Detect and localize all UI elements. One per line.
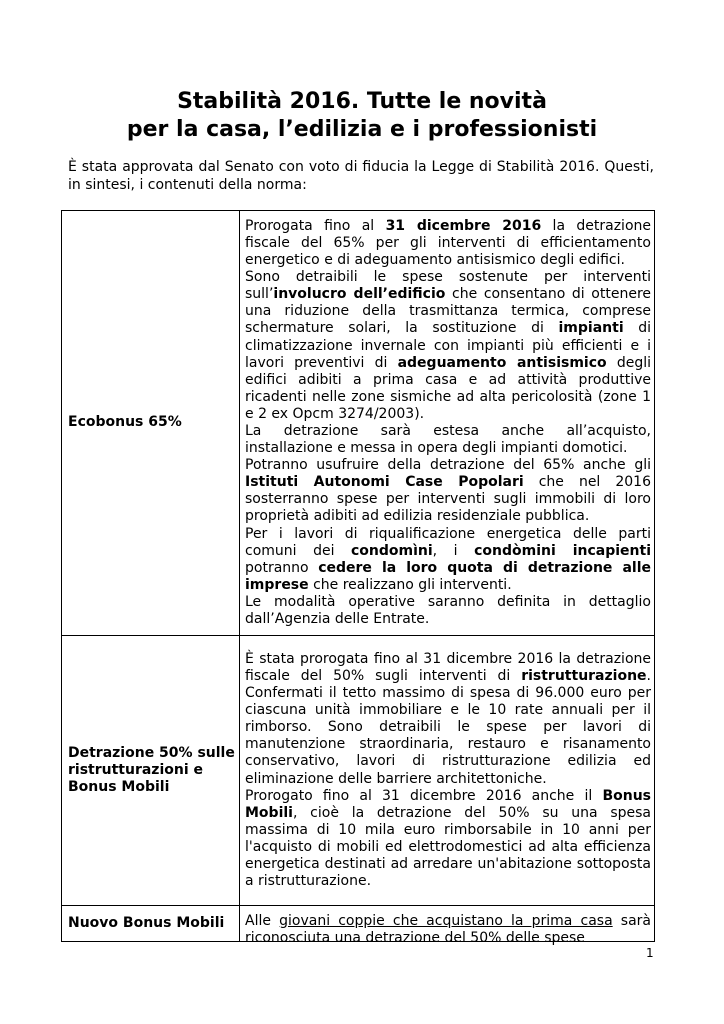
summary-table xyxy=(61,210,655,946)
cell-paragraph xyxy=(245,913,651,947)
document-title xyxy=(0,88,724,144)
text-run: degli edifici adibiti a prima casa e ad attività produttive ricadenti nelle zone sismiche ad alta pericolosità (zone 1 e 2 ex Opcm 3274/2003). xyxy=(245,354,651,422)
text-run: che nel 2016 sosterranno spese per interventi sugli immobili di loro proprietà adibiti ad edilizia residenziale pubblica. xyxy=(245,474,651,525)
cell-paragraph xyxy=(245,269,651,423)
bold-text: impianti xyxy=(558,320,624,337)
text-run: la detrazione fiscale del 65% per gli interventi di efficientamento energetico e di adeguamento antisismico degli edifici. xyxy=(245,217,651,269)
bold-text: condomìni xyxy=(350,542,433,559)
row-content-clip xyxy=(245,912,651,946)
row-content xyxy=(240,636,655,906)
text-run: potranno xyxy=(245,559,319,576)
bold-text: Istituti Autonomi Case Popolari xyxy=(245,474,524,491)
bold-text: Bonus Mobili xyxy=(245,787,651,821)
cell-paragraph xyxy=(245,651,651,788)
text-run: . Confermati il tetto massimo di spesa di 96.000 euro per ciascuna unità immobiliare e le 10 rate annuali per il rimborso. Sono detraibili le spese per lavori di manutenzione straordinaria, restauro e risanamento conservativo, lavori di ristrutturazione edilizia ed eliminazione delle barriere architettoniche. xyxy=(245,667,651,787)
text-run: Prorogato fino al 31 dicembre 2016 anche il xyxy=(245,787,603,804)
cell-paragraph xyxy=(245,457,651,525)
text-run: che realizzano gli interventi. xyxy=(308,576,512,593)
underlined-text: giovani coppie che acquistano la prima casa xyxy=(279,912,613,929)
text-run: sarà riconosciuta una detrazione del 50% delle spese xyxy=(245,912,651,946)
text-run: Per i lavori di riqualificazione energetica delle parti comuni dei xyxy=(245,525,651,559)
bold-text: condòmini incapienti xyxy=(474,542,651,559)
bold-text: 31 dicembre 2016 xyxy=(385,217,542,234)
text-run: , i xyxy=(432,542,475,559)
bold-text: involucro dell’edificio xyxy=(273,286,446,303)
row-label: Nuovo Bonus Mobili xyxy=(62,906,240,942)
text-run: Le modalità operative saranno definita in dettaglio dall’Agenzia delle Entrate. xyxy=(245,593,651,628)
bold-text: adeguamento antisismico xyxy=(397,354,607,371)
cell-paragraph xyxy=(245,526,651,594)
text-run: , cioè la detrazione del 50% su una spesa massima di 10 mila euro rimborsabile in 10 anni per l'acquisto di mobili ed elettrodomestici ad alta efficienza energetica destinati ad arredare un'abitazione sottoposta a ristrutturazione. xyxy=(245,804,651,890)
row-content xyxy=(240,211,655,636)
cell-paragraph xyxy=(245,594,651,628)
title-line-2: per la casa, l’edilizia e i professionisti xyxy=(126,117,598,142)
text-run: Potranno usufruire della detrazione del 65% anche gli xyxy=(245,457,651,474)
text-run: che consentano di ottenere una riduzione della trasmittanza termica, comprese schermature solari, la sostituzione di xyxy=(245,286,652,337)
text-run: Sono detraibili le spese sostenute per interventi sull’ xyxy=(245,269,651,303)
cell-paragraph xyxy=(245,423,651,457)
cell-paragraph xyxy=(245,218,651,269)
text-run: Prorogata fino al xyxy=(245,217,386,234)
row-label: Ecobonus 65% xyxy=(62,211,240,636)
text-run: Alle xyxy=(245,912,280,929)
title-line-1: Stabilità 2016. Tutte le novità xyxy=(177,89,547,114)
text-run: La detrazione sarà estesa anche all’acquisto, installazione e messa in opera degli impianti domotici. xyxy=(245,423,651,457)
intro-paragraph: È stata approvata dal Senato con voto di fiducia la Legge di Stabilità 2016. Questi, in sintesi, i contenuti della norma: xyxy=(68,159,654,193)
row-content xyxy=(240,906,655,946)
bold-text: ristrutturazione xyxy=(521,667,647,684)
bold-text: cedere la loro quota di detrazione alle imprese xyxy=(245,559,651,593)
cell-paragraph xyxy=(245,788,651,891)
table-row-detrazione xyxy=(62,636,655,906)
text-run: di climatizzazione invernale con impianti più efficienti e i lavori preventivi di xyxy=(245,320,652,371)
table-row-ecobonus xyxy=(62,211,655,636)
text-run: È stata prorogata fino al 31 dicembre 2016 la detrazione fiscale del 50% sugli interventi di xyxy=(245,650,651,684)
page-number: 1 xyxy=(646,946,654,960)
table-row-nuovo-bonus xyxy=(62,906,655,942)
row-label: Detrazione 50% sulle ristrutturazioni e Bonus Mobili xyxy=(62,636,240,906)
